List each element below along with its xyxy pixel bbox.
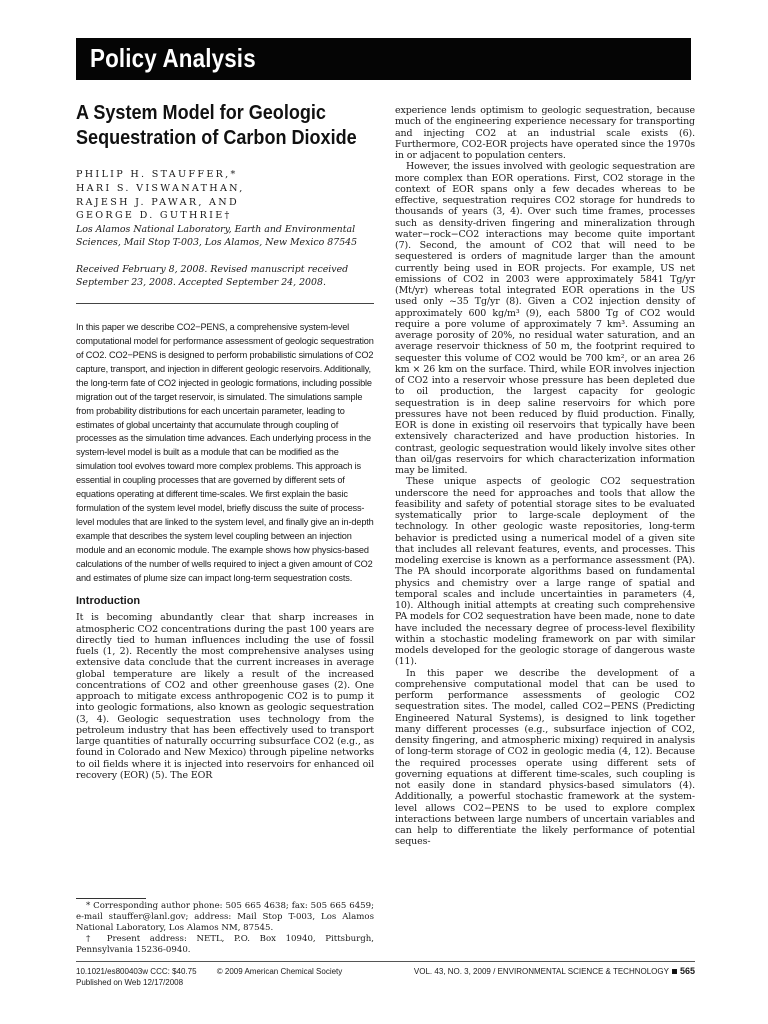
- paragraph: In this paper we describe the development of a comprehensive computational model that can be used to perform performance assessments of geologic CO2 sequestration sites. The model, called CO2−PENS (Predicting Engineered Natural Systems), is designed to link together many different processes (e.g., subsurface injection of CO2, density fingering, and atmospheric mixing) required in analysis of long-term storage of CO2 in geologic media (4, 12). Because the required processes operate using different sets of governing equations at different time-scales, such coupling is not easily done in standard physics-based simulators (4). Additionally, a powerful stochastic framework at the system-level allows CO2−PENS to be used to explore complex interactions between large numbers of uncertain variables and can help to differentiate the likely performance of potential seques-: [395, 667, 695, 848]
- bullet-icon: [672, 969, 677, 974]
- footnotes: [76, 901, 374, 956]
- paragraph: These unique aspects of geologic CO2 sequestration underscore the need for approaches and tools that allow the feasibility and safety of potential storage sites to be evaluated systematically prior to large-scale deployment of the technology. In other geologic waste repositories, long-term behavior is predicted using a numerical model of a given site that includes all relevant features, events, and processes. This modeling exercise is known as a performance assessment (PA). The PA should incorporate algorithms based on fundamental physics and chemistry over a large range of spatial and temporal scales and include uncertainties in parameters (4, 10). Although initial attempts at creating such comprehensive PA models for CO2 sequestration have been made, none to date have included the necessary degree of process-level flexibility within a stochastic modeling framework on par with similar models developed for the geologic storage of dangerous waste (11).: [395, 476, 695, 668]
- doi: 10.1021/es800403w CCC: $40.75: [76, 967, 197, 976]
- paragraph: It is becoming abundantly clear that sharp increases in atmospheric CO2 concentrations during the past 100 years are directly tied to human influences including the use of fossil fuels (1, 2). Recently the most comprehensive analyses using extensive data conclude that the current increases in average global temperature are likely a result of the increased concentrations of CO2 and other greenhouse gases (2). One approach to mitigate excess anthropogenic CO2 is to pump it into geologic formations, also known as geologic sequestration (3, 4). Geologic sequestration uses technology from the petroleum industry that has been effectively used to transport large quantities of naturally occurring subsurface CO2 (e.g., as found in Colorado and New Mexico) through pipeline networks to oil fields where it is injected into reservoirs for enhanced oil recovery (EOR) (5). The EOR: [76, 612, 374, 781]
- author-list: [76, 168, 374, 223]
- footer-right: [414, 966, 695, 976]
- introduction-body: [76, 612, 374, 781]
- left-column: [76, 100, 374, 781]
- paragraph: However, the issues involved with geologic sequestration are more complex than EOR operations. First, CO2 storage in the context of EOR spans only a few decades whereas to be effective, sequestration requires CO2 storage for hundreds to thousands of years (3, 4). Over such time frames, processes such as density-driven fingering and mineralization through water−rock−CO2 interactions may become quite important (7). Second, the amount of CO2 that will need to be sequestered is orders of magnitude larger than the amount currently being used in EOR projects. For example, US net emissions of CO2 in 2003 were approximately 5841 Tg/yr (Mt/yr) whereas total integrated EOR operations in the US used only ~35 Tg/yr (8). Given a CO2 injection density of approximately 600 kg/m³ (9), each 5800 Tg of CO2 would require a pore volume of approximately 7 km³. Assuming an average porosity of 20%, no residual water saturation, and an average reservoir thickness of 50 m, the footprint required to sequester this volume of CO2 would be 700 km², or an area 26 km × 26 km on the surface. Third, while EOR involves injection of CO2 into a reservoir whose pressure has been depleted due to oil production, the largest capacity for geologic sequestration is in deep saline reservoirs for which pore pressures have not been reduced by fluid production. Finally, EOR is done in existing oil reservoirs that typically have been extensively characterized and have production histories. In contrast, geologic sequestration would likely involve sites other than oil/gas reservoirs for which characterization information may be limited.: [395, 161, 695, 476]
- footnote-rule: [76, 898, 146, 899]
- author-line: HARI S. VISWANATHAN,: [76, 182, 245, 194]
- article-title: A System Model for Geologic Sequestration of Carbon Dioxide: [76, 101, 357, 149]
- footer-left: [76, 966, 360, 988]
- author-line: RAJESH J. PAWAR, AND: [76, 196, 239, 208]
- author-line: GEORGE D. GUTHRIE†: [76, 210, 232, 222]
- author-line: PHILIP H. STAUFFER,*: [76, 169, 238, 180]
- received-dates: Received February 8, 2008. Revised manuscript received September 23, 2008. Accepted September 24, 2008.: [76, 264, 349, 289]
- right-column: [395, 105, 695, 848]
- affiliation: Los Alamos National Laboratory, Earth and Environmental Sciences, Mail Stop T-003, Los Alamos, New Mexico 87545: [76, 224, 358, 249]
- footnote-present-address: † Present address: NETL, P.O. Box 10940, Pittsburgh, Pennsylvania 15236-0940.: [76, 934, 374, 955]
- footnote-corresponding-author: * Corresponding author phone: 505 665 4638; fax: 505 665 6459; e-mail stauffer@lanl.gov; address: Mail Stop T-003, Los Alamos National Laboratory, Los Alamos NM, 87545.: [76, 901, 374, 933]
- introduction-heading: Introduction: [76, 595, 141, 608]
- journal-info: VOL. 43, NO. 3, 2009 / ENVIRONMENTAL SCIENCE & TECHNOLOGY: [413, 967, 669, 976]
- abstract-separator: [76, 303, 374, 304]
- paragraph: experience lends optimism to geologic sequestration, because much of the engineering experience necessary for transporting and injecting CO2 at an industrial scale exists (6). Furthermore, CO2-EOR projects have operated since the 1970s in or adjacent to population centers.: [395, 105, 695, 161]
- copyright: © 2009 American Chemical Society: [216, 967, 343, 976]
- published-date: Published on Web 12/17/2008: [76, 978, 184, 987]
- section-title: Policy Analysis: [90, 43, 256, 73]
- footer-rule: [76, 961, 695, 962]
- section-header-bar: [76, 38, 691, 80]
- abstract: In this paper we describe CO2−PENS, a comprehensive system-level computational model for performance assessment of geologic sequestration of CO2. CO2−PENS is designed to perform probabilistic simulations of CO2 capture, transport, and injection in different geologic reservoirs. Additionally, the long-term fate of CO2 injected in geologic formations, including possible migration out of the target reservoir, is simulated. The simulations sample from probability distributions for each uncertain parameter, leading to estimates of global uncertainty that accumulate through coupling of processes as the simulation time advances. Each underlying process in the system-level model is built as a module that can be modified as the simulation tool evolves toward more complex problems. This approach is essential in coupling processes that are governed by different sets of equations operating at different time-scales. We first explain the basic formulation of the system level model, briefly discuss the suite of process-level modules that are linked to the system level, and finally give an in-depth example that describes the system level coupling between an injection module and an economic module. The example shows how physics-based calculations of the number of wells required to inject a given amount of CO2 and estimates of plume size can impact long-term sequestration costs.: [76, 322, 374, 583]
- page-number: 565: [679, 966, 695, 976]
